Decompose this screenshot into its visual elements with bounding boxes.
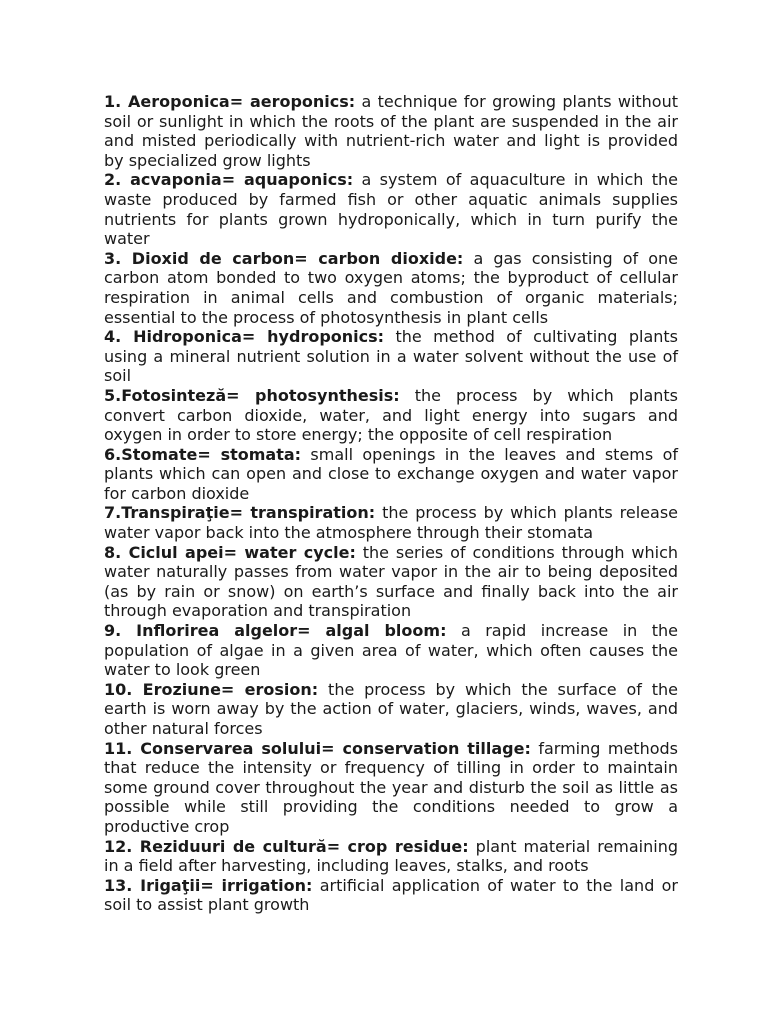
glossary-entry-photosynthesis — [104, 386, 678, 445]
glossary-definition: the process by which the surface of the earth is worn away by the action of water, glaciers, winds, waves, and other natural forces — [104, 679, 679, 738]
glossary-entry-transpiration — [104, 503, 678, 542]
glossary-term: 8. Ciclul apei= water cycle: — [104, 542, 356, 562]
glossary-definition: the method of cultivating plants using a mineral nutrient solution in a water solvent without the use of soil — [104, 327, 679, 386]
glossary-term: 10. Eroziune= erosion: — [104, 679, 319, 699]
glossary-term: 5.Fotosinteză= photosynthesis: — [104, 385, 400, 405]
glossary-definition: the process by which plants release water vapor back into the atmosphere through their stomata — [104, 503, 679, 543]
glossary-definition: a gas consisting of one carbon atom bonded to two oxygen atoms; the byproduct of cellular respiration in animal cells and combustion of organic materials; essential to the process of photosynthesis in plant cells — [104, 248, 678, 327]
glossary-definition: the process by which plants convert carbon dioxide, water, and light energy into sugars and oxygen in order to store energy; the opposite of cell respiration — [104, 385, 678, 445]
glossary-term: 7.Transpiraţie= transpiration: — [104, 503, 376, 523]
glossary-term: 9. Inflorirea algelor= algal bloom: — [104, 621, 447, 641]
glossary-page — [104, 92, 678, 915]
glossary-term: 3. Dioxid de carbon= carbon dioxide: — [104, 248, 464, 268]
glossary-term: 13. Irigaţii= irrigation: — [104, 875, 313, 895]
glossary-definition: a technique for growing plants without soil or sunlight in which the roots of the plant are suspended in the air and misted periodically with nutrient-rich water and light is provided by specialized grow lights — [104, 92, 679, 170]
glossary-entry-carbon-dioxide — [104, 249, 678, 327]
glossary-definition: the series of conditions through which water naturally passes from water vapor in the air to being deposited (as by rain or snow) on earth’s surface and finally back into the air through evaporation and transpiration — [104, 542, 678, 621]
glossary-entry-aquaponics — [104, 170, 678, 248]
glossary-definition: a rapid increase in the population of algae in a given area of water, which often causes the water to look green — [104, 621, 679, 680]
glossary-entry-crop-residue — [104, 837, 678, 876]
glossary-term: 11. Conservarea solului= conservation tillage: — [104, 738, 531, 758]
glossary-term: 6.Stomate= stomata: — [104, 444, 302, 464]
glossary-entry-aeroponics — [104, 92, 678, 170]
glossary-entry-water-cycle — [104, 543, 678, 621]
glossary-definition: plant material remaining in a field after harvesting, including leaves, stalks, and roots — [104, 836, 679, 876]
glossary-entry-hydroponics — [104, 327, 678, 386]
glossary-definition: a system of aquaculture in which the waste produced by farmed fish or other aquatic animals supplies nutrients for plants grown hydroponically, which in turn purify the water — [104, 170, 679, 249]
glossary-definition: artificial application of water to the land or soil to assist plant growth — [104, 875, 679, 915]
glossary-entry-irrigation — [104, 876, 678, 915]
glossary-definition: small openings in the leaves and stems of plants which can open and close to exchange oxygen and water vapor for carbon dioxide — [104, 444, 678, 503]
glossary-entry-algal-bloom — [104, 621, 678, 680]
glossary-term: 4. Hidroponica= hydroponics: — [104, 327, 385, 347]
glossary-entry-stomata — [104, 445, 678, 504]
glossary-term: 2. acvaponia= aquaponics: — [104, 170, 354, 190]
glossary-term: 1. Aeroponica= aeroponics: — [104, 92, 356, 111]
glossary-definition: farming methods that reduce the intensity or frequency of tilling in order to maintain some ground cover throughout the year and disturb the soil as little as possible while still providing the conditions needed to grow a productive crop — [104, 738, 678, 836]
glossary-entry-conservation-tillage — [104, 739, 678, 837]
glossary-entry-erosion — [104, 680, 678, 739]
glossary-term: 12. Reziduuri de cultură= crop residue: — [104, 836, 469, 856]
